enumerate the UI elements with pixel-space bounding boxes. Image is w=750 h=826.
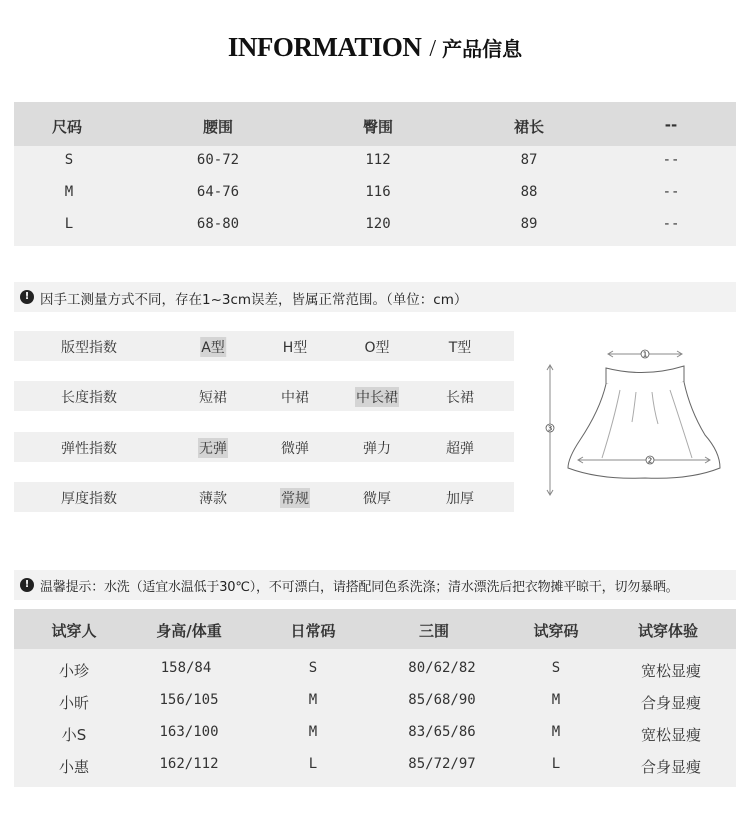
index-option: 长裙 [446, 390, 474, 406]
elasticity-index-row [14, 432, 514, 462]
table-cell: 87 [520, 152, 538, 168]
diagram-label-3: 3 [547, 424, 553, 433]
table-row [14, 178, 736, 210]
table-cell: 60-72 [196, 152, 240, 168]
table-cell: 85/68/90 [408, 692, 476, 708]
table-cell: 68-80 [196, 216, 240, 232]
index-option-selected: 中长裙 [355, 387, 399, 407]
table-cell: 156/105 [159, 692, 219, 708]
try-on-table-header [14, 609, 736, 649]
size-table [14, 102, 736, 246]
try-header-cell: 试穿人 [51, 622, 97, 640]
try-header-cell: 三围 [418, 622, 450, 640]
index-option: 短裙 [199, 390, 227, 406]
table-cell: 83/65/86 [408, 724, 476, 740]
table-cell: 158/84 [160, 660, 212, 676]
index-option: H型 [282, 340, 308, 356]
size-header-cell: 腰围 [202, 118, 234, 136]
index-label: 厚度指数 [61, 491, 117, 507]
table-cell: M [551, 692, 561, 708]
index-option: 加厚 [446, 491, 474, 507]
table-row [14, 210, 736, 242]
index-option: 微弹 [281, 441, 309, 457]
skirt-diagram [540, 340, 740, 510]
fit-index-row [14, 331, 514, 361]
table-cell: M [551, 724, 561, 740]
table-cell: L [551, 756, 561, 772]
index-option: 中裙 [281, 390, 309, 406]
table-cell: 小惠 [58, 758, 90, 776]
index-label: 版型指数 [61, 340, 117, 356]
table-cell: 64-76 [196, 184, 240, 200]
table-cell: 小S [61, 726, 87, 744]
care-note-text: 温馨提示：水洗（适宜水温低于30℃），不可漂白，请搭配同色系洗涤；清水漂洗后把衣物摊平晾干，切勿暴晒。 [40, 580, 679, 595]
table-cell: L [64, 216, 74, 232]
title-separator: / [429, 36, 437, 62]
exclamation-icon: ! [20, 290, 34, 304]
index-option-selected: A型 [200, 337, 226, 357]
table-cell: 80/62/82 [408, 660, 476, 676]
index-option: 超弹 [446, 441, 474, 457]
size-header-cell: 裙长 [513, 118, 545, 136]
table-cell: S [551, 660, 561, 676]
measurement-note [14, 282, 736, 312]
index-option-selected: 常规 [280, 488, 310, 508]
table-cell: 88 [520, 184, 538, 200]
index-option: O型 [364, 340, 390, 356]
table-cell: -- [662, 216, 680, 232]
measurement-note-text: 因手工测量方式不同，存在1~3cm误差，皆属正常范围。（单位：cm） [40, 292, 468, 308]
try-on-table [14, 609, 736, 787]
table-row [14, 146, 736, 178]
size-header-cell: 尺码 [51, 118, 83, 136]
exclamation-icon: ! [20, 578, 34, 592]
length-index-row [14, 381, 514, 411]
thickness-index-row [14, 482, 514, 512]
size-table-header [14, 102, 736, 146]
title-english: INFORMATION [227, 32, 422, 62]
table-cell: L [308, 756, 318, 772]
table-cell: 163/100 [159, 724, 219, 740]
table-cell: -- [662, 152, 680, 168]
table-cell: 宽松显瘦 [640, 726, 702, 744]
title-chinese: 产品信息 [442, 37, 523, 61]
table-cell: S [308, 660, 318, 676]
index-option: 微厚 [363, 491, 391, 507]
size-header-cell: 臀围 [362, 118, 394, 136]
page-title [0, 32, 750, 62]
try-header-cell: 试穿码 [533, 622, 579, 640]
try-header-cell: 身高/体重 [156, 622, 222, 640]
table-cell: 162/112 [159, 756, 219, 772]
table-row [14, 750, 736, 782]
table-cell: 89 [520, 216, 538, 232]
try-header-cell: 试穿体验 [637, 622, 699, 640]
table-cell: 合身显瘦 [640, 694, 702, 712]
table-cell: M [308, 724, 318, 740]
index-option-selected: 无弹 [198, 438, 228, 458]
table-cell: M [64, 184, 74, 200]
diagram-label-1: 1 [642, 350, 648, 359]
diagram-label-2: 2 [647, 456, 653, 465]
care-note [14, 570, 736, 600]
table-row [14, 718, 736, 750]
table-row [14, 654, 736, 686]
try-header-cell: 日常码 [290, 622, 336, 640]
table-cell: 85/72/97 [408, 756, 476, 772]
table-cell: -- [662, 184, 680, 200]
table-cell: 120 [365, 216, 391, 232]
table-cell: 112 [365, 152, 391, 168]
size-header-cell: -- [664, 116, 678, 134]
index-label: 弹性指数 [61, 441, 117, 457]
table-cell: S [64, 152, 74, 168]
table-cell: 宽松显瘦 [640, 662, 702, 680]
table-cell: 合身显瘦 [640, 758, 702, 776]
index-option: 弹力 [363, 441, 391, 457]
index-label: 长度指数 [61, 390, 117, 406]
index-option: 薄款 [199, 491, 227, 507]
table-row [14, 686, 736, 718]
table-cell: 116 [365, 184, 391, 200]
table-cell: 小昕 [58, 694, 90, 712]
table-cell: M [308, 692, 318, 708]
index-option: T型 [448, 340, 472, 356]
table-cell: 小珍 [58, 662, 90, 680]
